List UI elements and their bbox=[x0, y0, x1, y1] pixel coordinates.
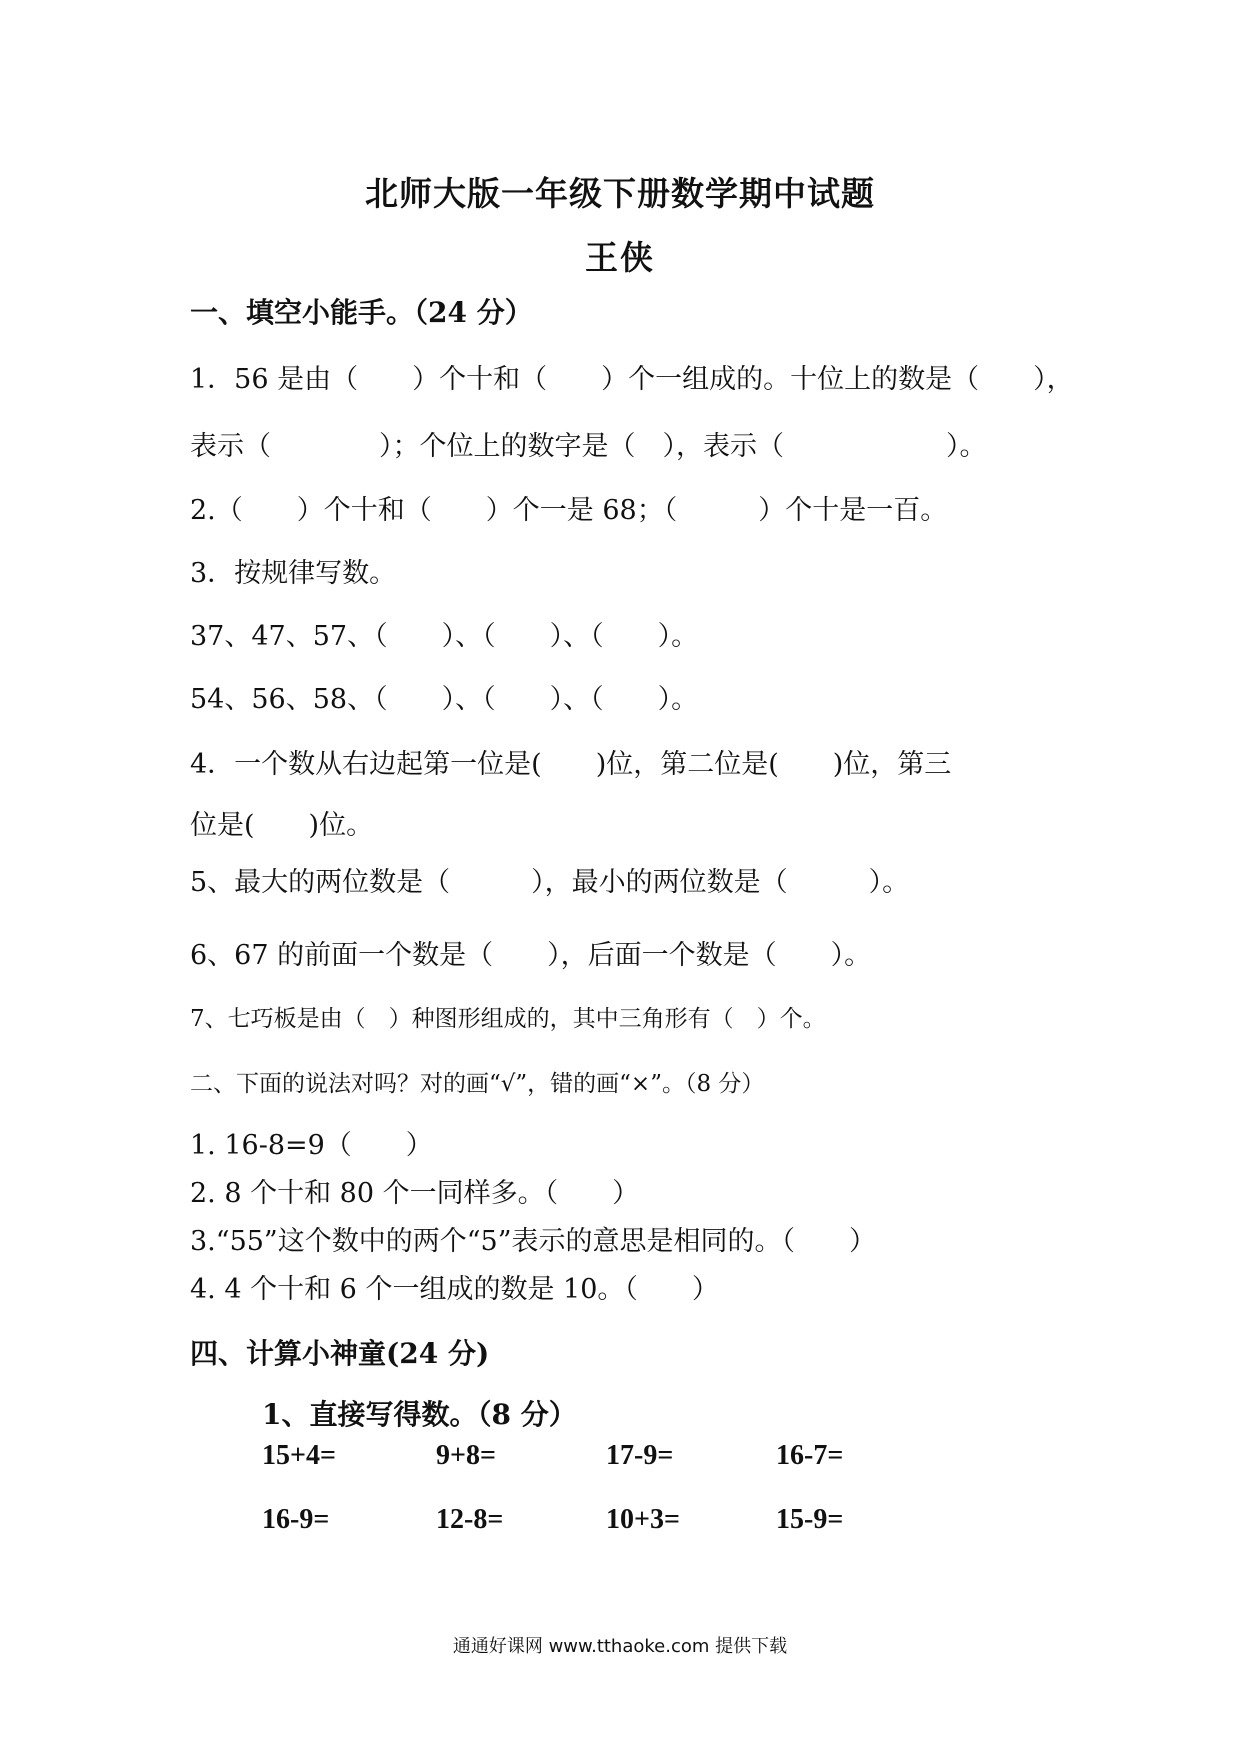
tf4: 4. 4 个十和 6 个一组成的数是 10。（ ） bbox=[190, 1274, 719, 1305]
calc-item: 10+3= bbox=[606, 1504, 680, 1535]
calc-item: 17-9= bbox=[606, 1440, 674, 1471]
calc-item: 16-7= bbox=[776, 1440, 844, 1471]
q1-line2: 表示（ ）；个位上的数字是（ ），表示（ ）。 bbox=[190, 431, 987, 462]
q3: 3．按规律写数。 bbox=[190, 558, 397, 589]
q3-seq2: 54、56、58、（ ）、（ ）、（ ）。 bbox=[190, 684, 699, 715]
tf3: 3.“55”这个数中的两个“5”表示的意思是相同的。（ ） bbox=[190, 1226, 877, 1257]
calc-item: 12-8= bbox=[436, 1504, 504, 1535]
q4-line2: 位是( )位。 bbox=[190, 810, 374, 841]
q3-seq1: 37、47、57、（ ）、（ ）、（ ）。 bbox=[190, 621, 699, 652]
q7: 7、七巧板是由（ ）种图形组成的，其中三角形有（ ）个。 bbox=[190, 1006, 826, 1032]
q4-line1: 4．一个数从右边起第一位是( )位，第二位是( )位，第三 bbox=[190, 749, 952, 780]
calc-item: 15-9= bbox=[776, 1504, 844, 1535]
document-title: 北师大版一年级下册数学期中试题 bbox=[365, 174, 875, 213]
section-4-heading: 四、计算小神童(24 分) bbox=[190, 1337, 490, 1370]
calc-subheading: 1、直接写得数。（8 分） bbox=[262, 1398, 577, 1431]
calc-item: 16-9= bbox=[262, 1504, 330, 1535]
q6: 6、67 的前面一个数是（ ），后面一个数是（ ）。 bbox=[190, 940, 872, 971]
section-2-heading: 二、下面的说法对吗？对的画“√”，错的画“×”。（8 分） bbox=[190, 1071, 765, 1097]
q2: 2.（ ）个十和（ ）个一是 68；（ ）个十是一百。 bbox=[190, 495, 948, 526]
q1-line1: 1．56 是由（ ）个十和（ ）个一组成的。十位上的数是（ ）， bbox=[190, 364, 1074, 395]
footer-credit: 通通好课网 www.tthaoke.com 提供下载 bbox=[452, 1636, 788, 1657]
tf2: 2. 8 个十和 80 个一同样多。（ ） bbox=[190, 1178, 640, 1209]
tf1: 1. 16-8=9（ ） bbox=[190, 1130, 433, 1161]
calc-item: 9+8= bbox=[436, 1440, 496, 1471]
calc-item: 15+4= bbox=[262, 1440, 336, 1471]
q5: 5、最大的两位数是（ ），最小的两位数是（ ）。 bbox=[190, 867, 910, 898]
document-author: 王侠 bbox=[585, 238, 655, 277]
section-1-heading: 一、填空小能手。（24 分） bbox=[190, 296, 533, 329]
